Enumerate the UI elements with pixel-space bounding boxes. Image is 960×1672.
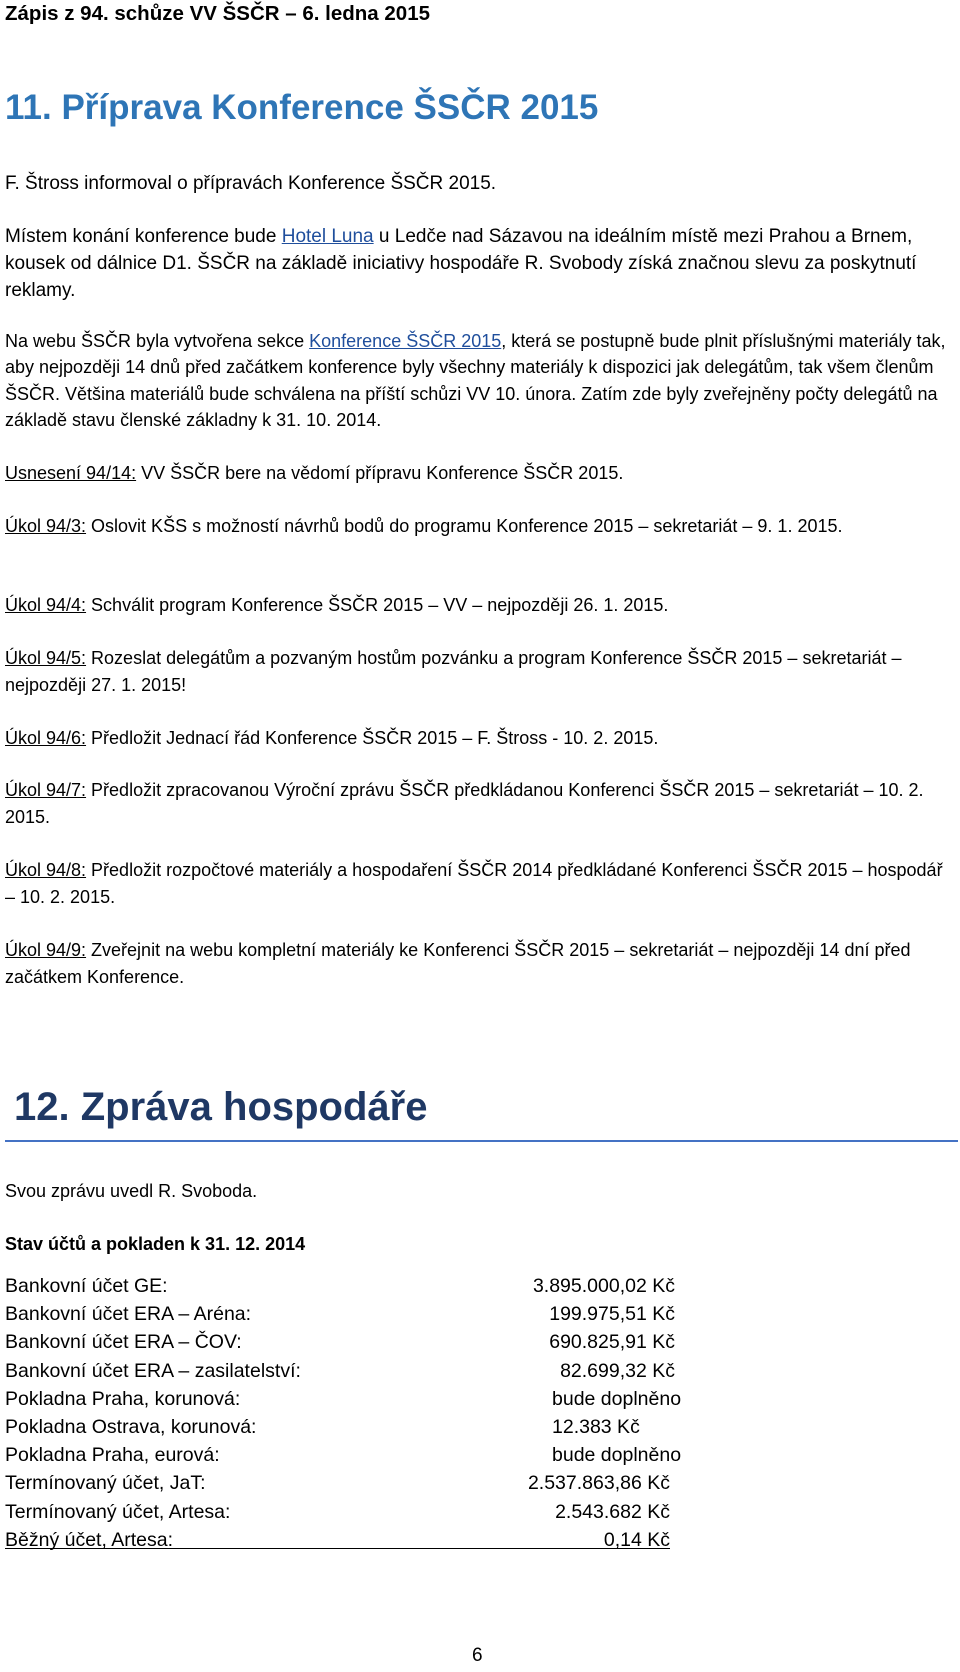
resolution-94-14 [5,460,950,487]
item-label: Úkol 94/9: [5,940,87,960]
section-12-heading: 12. Zpráva hospodáře [14,1085,428,1129]
account-label: Termínovaný účet, Artesa: [5,1500,231,1523]
page-number: 6 [472,1645,483,1666]
heading-rule [5,1140,958,1142]
item-text: VV ŠSČR bere na vědomí přípravu Konference ŠSČR 2015. [136,463,624,483]
task-94-9 [5,937,950,991]
account-label: Bankovní účet ERA – ČOV: [5,1331,242,1354]
account-row [5,1441,685,1469]
account-value: bude doplněno [552,1387,682,1410]
account-value: 690.825,91 Kč [549,1331,675,1354]
accounts-table [5,1272,685,1554]
account-label: Bankovní účet GE: [5,1275,168,1297]
account-value: 82.699,32 Kč [560,1359,675,1382]
account-label: Pokladna Ostrava, korunová: [5,1415,257,1438]
item-text: Předložit zpracovanou Výroční zprávu ŠSČR předkládanou Konferenci ŠSČR 2015 – sekretariát – 10. 2. 2015. [5,780,924,827]
task-94-8 [5,857,950,911]
hotel-luna-link[interactable]: Hotel Luna [281,226,374,247]
accounts-title: Stav účtů a pokladen k 31. 12. 2014 [5,1234,306,1254]
task-94-6 [5,725,950,752]
venue-text-end: u Ledče nad Sázavou na ideálním místě mezi Prahou a Brnem, kousek od dálnice D1. ŠSČR na základě iniciativy hospodáře R. Svobody získá značnou slevu za poskytnutí reklamy. [5,226,917,301]
item-text: Předložit rozpočtové materiály a hospodaření ŠSČR 2014 předkládané Konferenci ŠSČR 2015 – hospodář – 10. 2. 2015. [5,860,943,907]
account-label: Termínovaný účet, JaT: [5,1472,206,1495]
account-value: 2.543.682 Kč [555,1500,670,1523]
item-text: Předložit Jednací řád Konference ŠSČR 2015 – F. Štross - 10. 2. 2015. [86,728,659,748]
account-label: Pokladna Praha, korunová: [5,1387,241,1410]
venue-text-start: Místem konání konference bude [5,226,282,247]
web-text-start: Na webu ŠSČR byla vytvořena sekce [5,331,310,351]
item-label: Usnesení 94/14: [5,463,137,483]
account-value: 199.975,51 Kč [549,1303,675,1326]
total-underline [5,1548,670,1549]
account-row [5,1272,685,1300]
document-header: Zápis z 94. schůze VV ŠSČR – 6. ledna 2015 [5,2,430,25]
task-94-3 [5,513,950,540]
account-label: Běžný účet, Artesa: [5,1528,174,1551]
account-row [5,1385,685,1413]
venue-paragraph [5,223,945,304]
account-row [5,1300,685,1328]
account-value: 0,14 Kč [603,1528,670,1551]
item-label: Úkol 94/7: [5,780,87,800]
section-12-intro: Svou zprávu uvedl R. Svoboda. [5,1181,258,1201]
account-row [5,1328,685,1356]
web-section-paragraph [5,328,950,433]
task-94-4 [5,592,950,619]
account-value: bude doplněno [552,1444,682,1467]
section-11-heading: 11. Příprava Konference ŠSČR 2015 [5,88,599,127]
account-value: 12.383 Kč [552,1415,640,1438]
account-row [5,1413,685,1441]
account-label: Bankovní účet ERA – zasilatelství: [5,1359,301,1382]
section-11-intro: F. Štross informoval o přípravách Konference ŠSČR 2015. [5,173,497,194]
conference-section-link[interactable]: Konference ŠSČR 2015 [309,331,502,351]
web-text-end: , která se postupně bude plnit příslušnými materiály tak, aby nejpozději 14 dnů před začátkem konference byly všechny materiály k dispozici jak delegátům, tak všem členům ŠSČR. Většina materiálů bude schválena na příští schůzi VV 10. února. Zatím zde byly zveřejněny počty delegátů na základě stavu členské základny k 31. 10. 2014. [5,331,946,430]
item-label: Úkol 94/3: [5,516,87,536]
account-row [5,1498,685,1526]
item-label: Úkol 94/5: [5,648,87,668]
item-text: Rozeslat delegátům a pozvaným hostům pozvánku a program Konference ŠSČR 2015 – sekretariát – nejpozději 27. 1. 2015! [5,648,902,695]
account-row-last [5,1526,685,1554]
task-94-7 [5,777,950,831]
task-94-5 [5,645,950,699]
item-label: Úkol 94/6: [5,728,87,748]
item-label: Úkol 94/4: [5,595,87,615]
item-text: Oslovit KŠS s možností návrhů bodů do programu Konference 2015 – sekretariát – 9. 1. 2015. [86,516,843,536]
item-label: Úkol 94/8: [5,860,87,880]
account-label: Bankovní účet ERA – Aréna: [5,1303,252,1326]
account-value: 3.895.000,02 Kč [532,1275,675,1297]
account-label: Pokladna Praha, eurová: [5,1444,220,1467]
account-row [5,1357,685,1385]
account-value: 2.537.863,86 Kč [527,1472,670,1495]
item-text: Schválit program Konference ŠSČR 2015 – VV – nejpozději 26. 1. 2015. [86,595,669,615]
item-text: Zveřejnit na webu kompletní materiály ke Konferenci ŠSČR 2015 – sekretariát – nejpozději 14 dní před začátkem Konference. [5,940,911,987]
account-row [5,1469,685,1497]
